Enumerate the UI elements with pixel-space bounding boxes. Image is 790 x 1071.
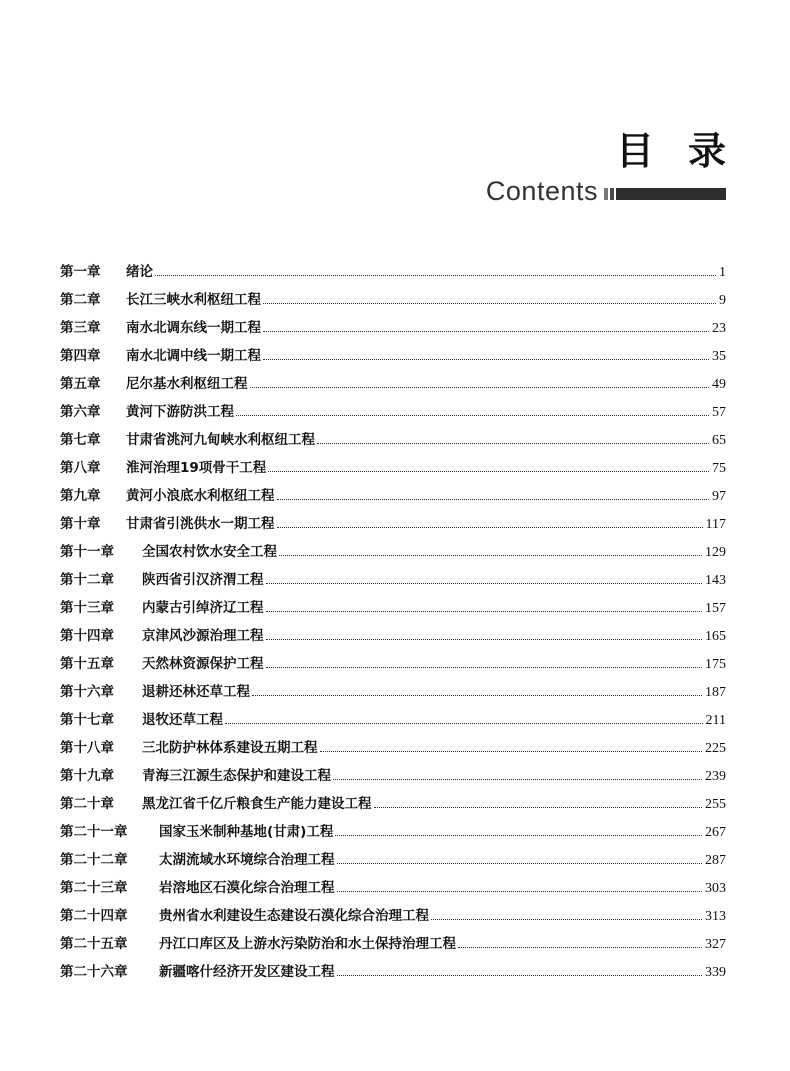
- dot-leader: [263, 302, 716, 304]
- toc-entry[interactable]: [60, 566, 726, 594]
- page-subtitle: Contents: [485, 176, 598, 206]
- toc-entry[interactable]: [60, 426, 726, 454]
- toc-entry[interactable]: [60, 706, 726, 734]
- page-number: 211: [705, 713, 726, 728]
- toc-entry[interactable]: [60, 734, 726, 762]
- chapter-title: 青海三江源生态保护和建设工程: [142, 768, 331, 784]
- toc-entry[interactable]: [60, 622, 726, 650]
- page-number: 267: [705, 825, 726, 840]
- chapter-number: 第十六章: [60, 684, 114, 700]
- chapter-number: 第二章: [60, 292, 101, 308]
- chapter-number: 第一章: [60, 264, 101, 280]
- chapter-number: 第十七章: [60, 712, 114, 728]
- toc-entry[interactable]: [60, 594, 726, 622]
- toc-entry[interactable]: [60, 538, 726, 566]
- dot-leader: [250, 386, 710, 388]
- page-number: 1: [719, 265, 726, 280]
- chapter-title: 岩溶地区石漠化综合治理工程: [159, 880, 335, 896]
- chapter-title: 甘肃省洮河九甸峡水利枢纽工程: [126, 432, 315, 448]
- toc-entry[interactable]: [60, 650, 726, 678]
- table-of-contents: [60, 258, 726, 986]
- dot-leader: [374, 806, 703, 808]
- page-number: 327: [705, 937, 726, 952]
- dot-leader: [266, 638, 703, 640]
- chapter-number: 第十章: [60, 516, 101, 532]
- chapter-title: 丹江口库区及上游水污染防治和水土保持治理工程: [159, 936, 456, 952]
- chapter-title: 陕西省引汉济渭工程: [142, 572, 264, 588]
- toc-entry[interactable]: [60, 370, 726, 398]
- chapter-number: 第六章: [60, 404, 101, 420]
- page-number: 287: [705, 853, 726, 868]
- subtitle-row: [486, 176, 726, 206]
- chapter-title: 国家玉米制种基地(甘肃)工程: [159, 824, 334, 840]
- chapter-number: 第二十三章: [60, 880, 128, 896]
- dot-leader: [333, 778, 702, 780]
- page-number: 339: [705, 965, 726, 980]
- dot-leader: [277, 498, 710, 500]
- toc-entry[interactable]: [60, 874, 726, 902]
- page-number: 117: [705, 517, 726, 532]
- chapter-title: 黑龙江省千亿斤粮食生产能力建设工程: [142, 796, 372, 812]
- chapter-title: 绪论: [126, 264, 153, 280]
- dot-leader: [317, 442, 709, 444]
- toc-entry[interactable]: [60, 902, 726, 930]
- page-number: 49: [712, 377, 726, 392]
- page-number: 65: [712, 433, 726, 448]
- chapter-title: 京津风沙源治理工程: [142, 628, 264, 644]
- page-number: 165: [705, 629, 726, 644]
- chapter-number: 第二十一章: [60, 824, 128, 840]
- toc-entry[interactable]: [60, 314, 726, 342]
- chapter-title: 黄河下游防洪工程: [126, 404, 234, 420]
- page-number: 57: [712, 405, 726, 420]
- toc-entry[interactable]: [60, 958, 726, 986]
- chapter-number: 第九章: [60, 488, 101, 504]
- chapter-title: 全国农村饮水安全工程: [142, 544, 277, 560]
- page-number: 187: [705, 685, 726, 700]
- toc-entry[interactable]: [60, 678, 726, 706]
- toc-entry[interactable]: [60, 482, 726, 510]
- chapter-title: 天然林资源保护工程: [142, 656, 264, 672]
- page-number: 225: [705, 741, 726, 756]
- page-number: 129: [705, 545, 726, 560]
- dot-leader: [225, 722, 703, 724]
- page-number: 255: [705, 797, 726, 812]
- dot-leader: [266, 666, 703, 668]
- toc-entry[interactable]: [60, 790, 726, 818]
- page-number: 239: [705, 769, 726, 784]
- chapter-number: 第七章: [60, 432, 101, 448]
- chapter-title: 南水北调东线一期工程: [126, 320, 261, 336]
- chapter-number: 第五章: [60, 376, 101, 392]
- dot-leader: [431, 918, 702, 920]
- chapter-number: 第二十二章: [60, 852, 128, 868]
- chapter-title: 甘肃省引洮供水一期工程: [126, 516, 275, 532]
- dot-leader: [268, 470, 709, 472]
- chapter-title: 三北防护林体系建设五期工程: [142, 740, 318, 756]
- chapter-title: 长江三峡水利枢纽工程: [126, 292, 261, 308]
- chapter-title: 内蒙古引绰济辽工程: [142, 600, 264, 616]
- dot-leader: [266, 610, 703, 612]
- page-number: 75: [712, 461, 726, 476]
- chapter-number: 第十三章: [60, 600, 114, 616]
- page-number: 97: [712, 489, 726, 504]
- chapter-number: 第十九章: [60, 768, 114, 784]
- toc-entry[interactable]: [60, 398, 726, 426]
- dot-leader: [320, 750, 703, 752]
- toc-entry[interactable]: [60, 286, 726, 314]
- page-number: 157: [705, 601, 726, 616]
- chapter-number: 第二十章: [60, 796, 114, 812]
- dot-leader: [263, 330, 709, 332]
- dot-leader: [236, 414, 709, 416]
- dot-leader: [277, 526, 703, 528]
- chapter-title: 淮河治理19项骨干工程: [126, 460, 267, 476]
- chapter-title: 贵州省水利建设生态建设石漠化综合治理工程: [159, 908, 429, 924]
- chapter-number: 第二十五章: [60, 936, 128, 952]
- chapter-title: 退耕还林还草工程: [142, 684, 250, 700]
- toc-entry[interactable]: [60, 846, 726, 874]
- toc-entry[interactable]: [60, 930, 726, 958]
- dot-leader: [337, 862, 703, 864]
- page-number: 143: [705, 573, 726, 588]
- page-title: 目录: [615, 129, 760, 173]
- chapter-title: 南水北调中线一期工程: [126, 348, 261, 364]
- chapter-number: 第十八章: [60, 740, 114, 756]
- chapter-number: 第十一章: [60, 544, 114, 560]
- chapter-number: 第四章: [60, 348, 101, 364]
- toc-entry[interactable]: [60, 454, 726, 482]
- chapter-number: 第二十六章: [60, 964, 128, 980]
- toc-entry[interactable]: [60, 258, 726, 286]
- page-number: 175: [705, 657, 726, 672]
- page-number: 23: [712, 321, 726, 336]
- contents-heading: [485, 128, 760, 206]
- dot-leader: [335, 834, 702, 836]
- chapter-number: 第八章: [60, 460, 101, 476]
- chapter-title: 太湖流域水环境综合治理工程: [159, 852, 335, 868]
- page-number: 35: [712, 349, 726, 364]
- toc-entry[interactable]: [60, 510, 726, 538]
- dot-leader: [266, 582, 703, 584]
- page-number: 303: [705, 881, 726, 896]
- dot-leader: [337, 890, 703, 892]
- chapter-number: 第十五章: [60, 656, 114, 672]
- dot-leader: [337, 974, 703, 976]
- page-number: 9: [719, 293, 726, 308]
- toc-entry[interactable]: [60, 762, 726, 790]
- dot-leader: [155, 274, 716, 276]
- toc-entry[interactable]: [60, 342, 726, 370]
- decorative-bar: [604, 188, 726, 200]
- chapter-number: 第二十四章: [60, 908, 128, 924]
- chapter-title: 退牧还草工程: [142, 712, 223, 728]
- chapter-number: 第三章: [60, 320, 101, 336]
- chapter-title: 黄河小浪底水利枢纽工程: [126, 488, 275, 504]
- dot-leader: [252, 694, 702, 696]
- dot-leader: [458, 946, 702, 948]
- chapter-number: 第十四章: [60, 628, 114, 644]
- toc-entry[interactable]: [60, 818, 726, 846]
- dot-leader: [279, 554, 702, 556]
- dot-leader: [263, 358, 709, 360]
- page-number: 313: [705, 909, 726, 924]
- chapter-number: 第十二章: [60, 572, 114, 588]
- chapter-title: 尼尔基水利枢纽工程: [126, 376, 248, 392]
- chapter-title: 新疆喀什经济开发区建设工程: [159, 964, 335, 980]
